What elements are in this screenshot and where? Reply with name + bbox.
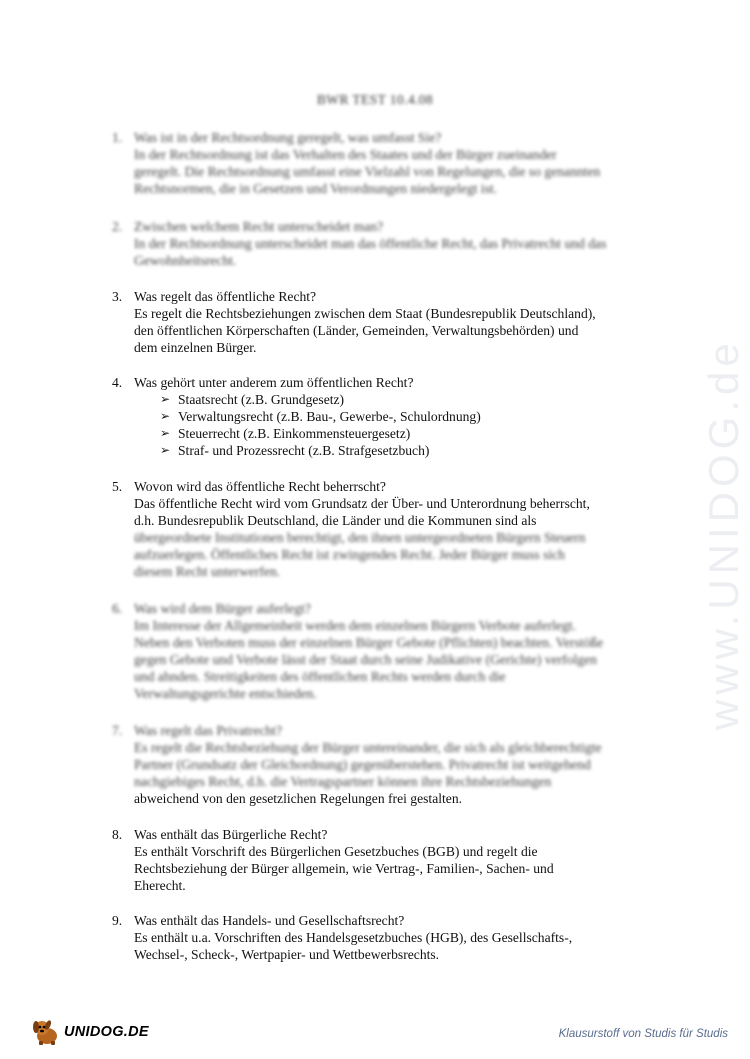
question-text: Zwischen welchem Recht unterscheidet man? <box>134 219 384 234</box>
question-number: 6. <box>112 601 123 616</box>
arrow-bullet-icon: ➢ <box>160 409 171 423</box>
question-1 <box>112 129 672 197</box>
question-4 <box>112 374 672 459</box>
document-title: BWR TEST 10.4.08 <box>316 92 434 107</box>
answer-line: geregelt. Die Rechtsordnung umfasst eine Vielzahl von Regelungen, die so genannten <box>134 164 601 179</box>
question-number: 4. <box>112 375 123 390</box>
answer-line: Wechsel-, Scheck-, Wertpapier- und Wettbewerbsrechts. <box>134 947 440 962</box>
unidog-logo[interactable] <box>30 1018 149 1046</box>
answer-line: Gewohnheitsrecht. <box>134 253 237 268</box>
question-text: Was ist in der Rechtsordnung geregelt, was umfasst Sie? <box>134 130 442 145</box>
answer-line: Rechtsbeziehung der Bürger allgemein, wie Vertrag-, Familien-, Sachen- und <box>134 861 554 876</box>
answer-line: den öffentlichen Körperschaften (Länder, Gemeinden, Verwaltungsbehörden) und <box>134 323 579 338</box>
question-text: Was wird dem Bürger auferlegt? <box>134 601 311 616</box>
answer-line: Das öffentliche Recht wird vom Grundsatz der Über- und Unterordnung beherrscht, <box>134 496 590 511</box>
question-7 <box>112 722 672 807</box>
footer-tagline: Klausurstoff von Studis für Studis <box>558 1028 728 1040</box>
answer-line: Rechtsnormen, die in Gesetzen und Verordnungen niedergelegt ist. <box>134 181 498 196</box>
question-number: 1. <box>112 130 123 145</box>
bullet-list <box>134 391 672 459</box>
question-number: 2. <box>112 219 123 234</box>
answer-line: Neben den Verboten muss der einzelnen Bürger Gebote (Pflichten) beachten. Verstöße <box>134 635 604 650</box>
bullet-item: ➢ Steuerrecht (z.B. Einkommensteuergesetz) <box>160 426 411 441</box>
question-3 <box>112 288 672 356</box>
question-text: Was regelt das Privatrecht? <box>134 723 282 738</box>
question-text: Wovon wird das öffentliche Recht beherrscht? <box>134 479 386 494</box>
answer-line: In der Rechtsordnung ist das Verhalten des Staates und der Bürger zueinander <box>134 147 557 162</box>
answer-line: d.h. Bundesrepublik Deutschland, die Länder und die Kommunen sind als <box>134 513 537 528</box>
answer-line: Verwaltungsgerichte entschieden. <box>134 686 317 701</box>
dog-mascot-icon <box>30 1018 62 1046</box>
question-2 <box>112 218 672 269</box>
question-9 <box>112 912 672 963</box>
question-number: 3. <box>112 289 123 304</box>
answer-line: und ahnden. Streitigkeiten des öffentlichen Rechts werden durch die <box>134 669 506 684</box>
logo-text: UNIDOG.DE <box>64 1024 149 1040</box>
question-8 <box>112 826 672 894</box>
answer-line: Es enthält Vorschrift des Bürgerlichen Gesetzbuches (BGB) und regelt die <box>134 844 538 859</box>
answer-line: In der Rechtsordnung unterscheidet man das öffentliche Recht, das Privatrecht und das <box>134 236 607 251</box>
question-6 <box>112 600 672 702</box>
answer-line: gegen Gebote und Verbote lässt der Staat durch seine Judikative (Gerichte) verfolgen <box>134 652 597 667</box>
question-number: 7. <box>112 723 123 738</box>
question-text: Was gehört unter anderem zum öffentlichen Recht? <box>134 375 414 390</box>
question-5 <box>112 478 672 580</box>
answer-line: Es regelt die Rechtsbeziehungen zwischen dem Staat (Bundesrepublik Deutschland), <box>134 306 596 321</box>
arrow-bullet-icon: ➢ <box>160 392 171 406</box>
answer-line: Im Interesse der Allgemeinheit werden dem einzelnen Bürgern Verbote auferlegt. <box>134 618 576 633</box>
watermark: www.UNIDOG.de <box>700 338 747 730</box>
question-text: Was regelt das öffentliche Recht? <box>134 289 317 304</box>
question-number: 8. <box>112 827 123 842</box>
answer-line: nachgiebiges Recht, d.h. die Vertragspartner können ihre Rechtsbeziehungen <box>134 774 552 789</box>
answer-line: Es regelt die Rechtsbeziehung der Bürger untereinander, die sich als gleichberechtigte <box>134 740 602 755</box>
answer-line: übergeordnete Institutionen berechtigt, den ihnen untergeordneten Bürgern Steuern <box>134 530 586 545</box>
answer-line: dem einzelnen Bürger. <box>134 340 257 355</box>
answer-line: aufzuerlegen. Öffentliches Recht ist zwingendes Recht. Jeder Bürger muss sich <box>134 547 565 562</box>
answer-line: diesem Recht unterwerfen. <box>134 564 281 579</box>
bullet-item: ➢ Staatsrecht (z.B. Grundgesetz) <box>160 392 345 407</box>
answer-line: Partner (Grundsatz der Gleichordnung) gegenüberstehen. Privatrecht ist weitgehend <box>134 757 591 772</box>
question-number: 5. <box>112 479 123 494</box>
answer-line: Es enthält u.a. Vorschriften des Handelsgesetzbuches (HGB), des Gesellschafts-, <box>134 930 573 945</box>
answer-line: abweichend von den gesetzlichen Regelungen frei gestalten. <box>134 791 463 806</box>
bullet-item: ➢ Straf- und Prozessrecht (z.B. Strafgesetzbuch) <box>160 443 430 458</box>
arrow-bullet-icon: ➢ <box>160 443 171 457</box>
arrow-bullet-icon: ➢ <box>160 426 171 440</box>
bullet-item: ➢ Verwaltungsrecht (z.B. Bau-, Gewerbe-, Schulordnung) <box>160 409 481 424</box>
question-text: Was enthält das Handels- und Gesellschaftsrecht? <box>134 913 405 928</box>
answer-line: Eherecht. <box>134 878 186 893</box>
question-text: Was enthält das Bürgerliche Recht? <box>134 827 328 842</box>
question-number: 9. <box>112 913 123 928</box>
